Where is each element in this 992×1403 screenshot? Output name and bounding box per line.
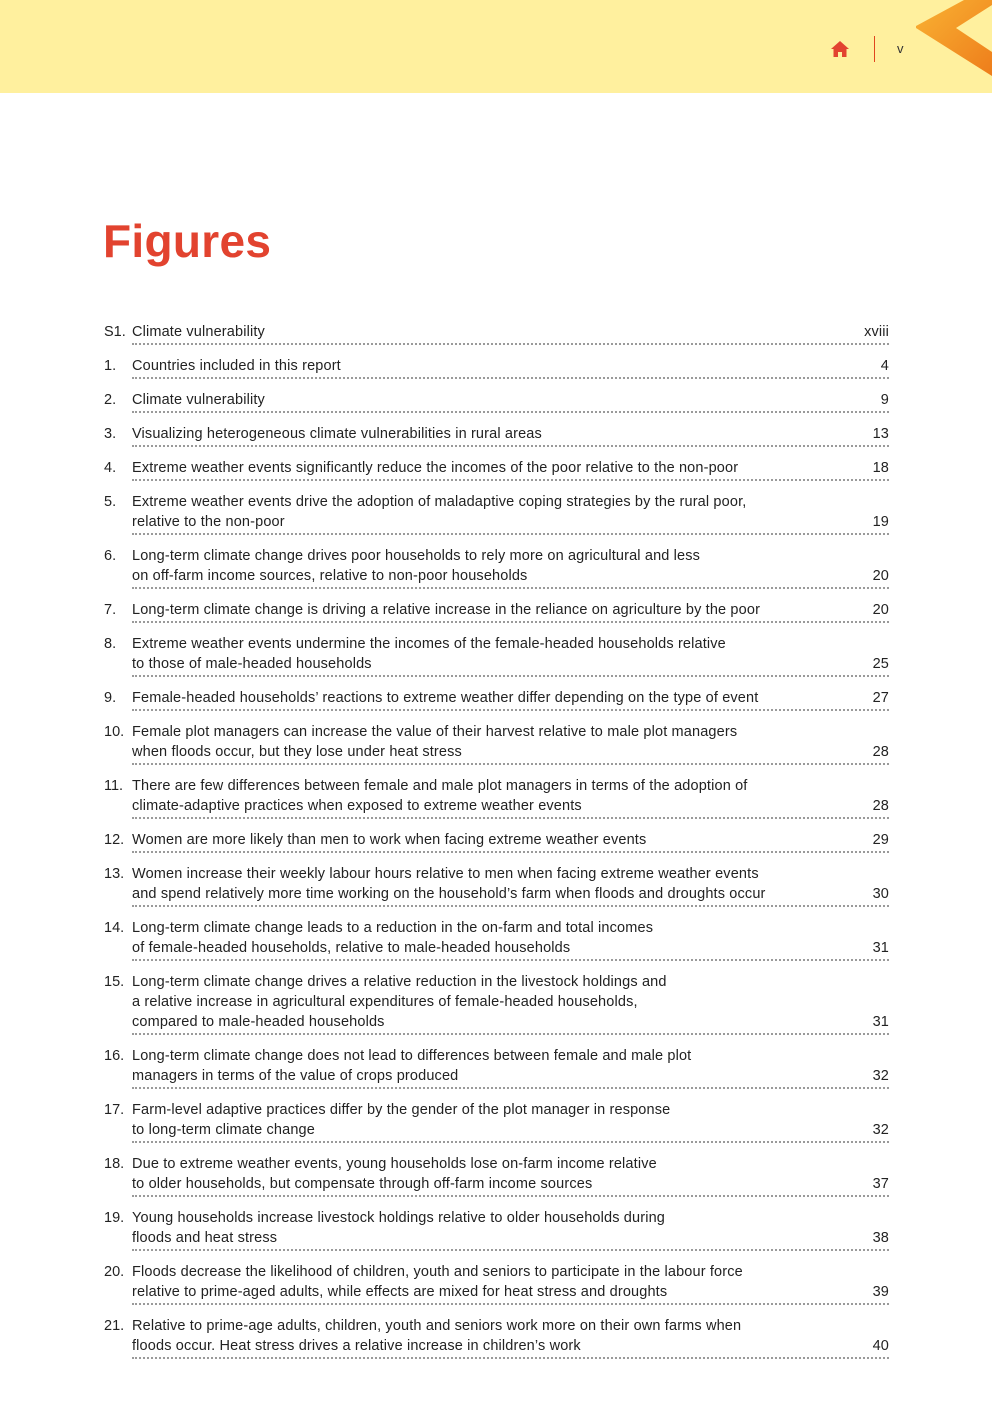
figure-title (132, 546, 865, 586)
figure-entry[interactable] (104, 688, 889, 711)
figure-title-line: Climate vulnerability (132, 392, 265, 408)
figure-title-line: to long-term climate change (132, 1122, 315, 1138)
figure-page-number: 28 (872, 798, 889, 814)
figure-title-line: Young households increase livestock holdings relative to older households during (132, 1210, 666, 1226)
figure-title (132, 776, 865, 816)
figure-title (132, 864, 865, 904)
figure-title-line: on off-farm income sources, relative to non-poor households (132, 568, 528, 584)
figure-page-number: 32 (872, 1068, 889, 1084)
figure-entry-body (132, 722, 889, 765)
figure-title (132, 634, 865, 674)
figure-entry-body (132, 356, 889, 379)
figure-title-line: Extreme weather events significantly reduce the incomes of the poor relative to the non-poor (132, 460, 739, 476)
figure-entry[interactable] (104, 322, 889, 345)
figure-page-number: 20 (872, 568, 889, 584)
figure-entry-body (132, 492, 889, 535)
figure-number: 5. (104, 494, 117, 510)
figure-entry-body (132, 600, 889, 623)
figure-title (132, 1208, 865, 1248)
figure-entry-body (132, 688, 889, 711)
home-icon[interactable] (830, 39, 850, 59)
figure-entry[interactable] (104, 424, 889, 447)
figure-title-line: floods occur. Heat stress drives a relative increase in children’s work (132, 1338, 581, 1354)
figure-title (132, 424, 865, 444)
figure-entry-body (132, 864, 889, 907)
figure-entry[interactable] (104, 1154, 889, 1197)
figure-number: 3. (104, 426, 117, 442)
figure-title (132, 1100, 865, 1140)
header-band (0, 0, 992, 93)
figure-title-line: relative to the non-poor (132, 514, 285, 530)
figure-entry[interactable] (104, 864, 889, 907)
figure-title-line: when floods occur, but they lose under heat stress (132, 744, 462, 760)
figure-entry[interactable] (104, 1100, 889, 1143)
figure-title (132, 322, 864, 342)
figure-title-line: compared to male-headed households (132, 1014, 385, 1030)
figure-number: 9. (104, 690, 117, 706)
figure-number: 12. (104, 832, 125, 848)
figure-entry[interactable] (104, 356, 889, 379)
figure-number: 13. (104, 866, 125, 882)
figure-number: 20. (104, 1264, 125, 1280)
figure-title-line: Long-term climate change does not lead to differences between female and male plot (132, 1048, 692, 1064)
figure-entry-body (132, 1316, 889, 1359)
figure-page-number: 30 (872, 886, 889, 902)
figure-title-line: Extreme weather events undermine the incomes of the female-headed households relative (132, 636, 726, 652)
figure-page-number: 28 (872, 744, 889, 760)
figure-entry[interactable] (104, 830, 889, 853)
figure-title-line: Long-term climate change drives a relative reduction in the livestock holdings and (132, 974, 667, 990)
figure-title-line: Visualizing heterogeneous climate vulnerabilities in rural areas (132, 426, 542, 442)
figure-title-line: Due to extreme weather events, young households lose on-farm income relative (132, 1156, 657, 1172)
figure-entry[interactable] (104, 634, 889, 677)
figure-number: 16. (104, 1048, 125, 1064)
figure-title-line: Farm-level adaptive practices differ by the gender of the plot manager in response (132, 1102, 671, 1118)
figure-number: 1. (104, 358, 117, 374)
figure-title-line: climate-adaptive practices when exposed to extreme weather events (132, 798, 582, 814)
figure-title-line: Long-term climate change leads to a reduction in the on-farm and total incomes (132, 920, 654, 936)
figure-entry-body (132, 972, 889, 1035)
figure-title-line: Women are more likely than men to work when facing extreme weather events (132, 832, 647, 848)
figure-title (132, 1316, 865, 1356)
figure-title (132, 972, 865, 1032)
figure-entry[interactable] (104, 1208, 889, 1251)
figure-entry-body (132, 776, 889, 819)
figure-entry-body (132, 1208, 889, 1251)
figure-title-line: Countries included in this report (132, 358, 341, 374)
figure-title-line: to those of male-headed households (132, 656, 372, 672)
figure-page-number: 20 (872, 602, 889, 618)
figure-entry[interactable] (104, 390, 889, 413)
figure-page-number: 31 (872, 940, 889, 956)
figure-number: 8. (104, 636, 117, 652)
figure-entry[interactable] (104, 918, 889, 961)
figure-title-line: managers in terms of the value of crops produced (132, 1068, 459, 1084)
figure-entry-body (132, 830, 889, 853)
figure-title (132, 918, 865, 958)
figure-entry-body (132, 390, 889, 413)
figure-number: 6. (104, 548, 117, 564)
figure-number: 21. (104, 1318, 125, 1334)
figure-title (132, 458, 865, 478)
figure-title (132, 600, 865, 620)
figure-page-number: 40 (872, 1338, 889, 1354)
figure-number: 10. (104, 724, 125, 740)
figure-title-line: Climate vulnerability (132, 324, 265, 340)
figure-page-number: 29 (872, 832, 889, 848)
figure-entry[interactable] (104, 776, 889, 819)
figure-page-number: 32 (872, 1122, 889, 1138)
figure-title (132, 722, 865, 762)
figure-entry[interactable] (104, 722, 889, 765)
figure-page-number: 4 (880, 358, 889, 374)
figure-entry[interactable] (104, 458, 889, 481)
figure-number: 19. (104, 1210, 125, 1226)
figure-title (132, 492, 865, 532)
figure-entry-body (132, 322, 889, 345)
figure-entry-body (132, 634, 889, 677)
figure-title-line: Women increase their weekly labour hours relative to men when facing extreme weather events (132, 866, 759, 882)
figure-page-number: 31 (872, 1014, 889, 1030)
figure-entry[interactable] (104, 972, 889, 1035)
figure-title-line: and spend relatively more time working on the household’s farm when floods and droughts occur (132, 886, 766, 902)
figure-title-line: of female-headed households, relative to male-headed households (132, 940, 571, 956)
figure-page-number: 27 (872, 690, 889, 706)
figure-page-number: 39 (872, 1284, 889, 1300)
figure-page-number: 18 (872, 460, 889, 476)
figure-page-number: 9 (880, 392, 889, 408)
figure-entry-body (132, 1154, 889, 1197)
figure-title-line: Female plot managers can increase the value of their harvest relative to male plot managers (132, 724, 738, 740)
figure-page-number: 25 (872, 656, 889, 672)
figure-title (132, 390, 865, 410)
figure-number: 11. (104, 778, 124, 794)
figure-entry[interactable] (104, 1262, 889, 1305)
figure-entry-body (132, 1046, 889, 1089)
figure-number: 17. (104, 1102, 125, 1118)
figure-title (132, 356, 865, 376)
figure-number: 2. (104, 392, 117, 408)
figure-entry[interactable] (104, 1316, 889, 1359)
figures-list (104, 322, 889, 1370)
figure-title-line: to older households, but compensate through off-farm income sources (132, 1176, 593, 1192)
figure-title-line: floods and heat stress (132, 1230, 278, 1246)
figure-entry-body (132, 424, 889, 447)
figure-entry[interactable] (104, 546, 889, 589)
figure-title-line: Relative to prime-age adults, children, youth and seniors work more on their own farms when (132, 1318, 742, 1334)
figure-number: 7. (104, 602, 117, 618)
figure-entry-body (132, 458, 889, 481)
figure-title (132, 1262, 865, 1302)
figure-page-number: 19 (872, 514, 889, 530)
figure-title-line: relative to prime-aged adults, while effects are mixed for heat stress and droughts (132, 1284, 668, 1300)
figure-entry-body (132, 546, 889, 589)
figure-page-number: 37 (872, 1176, 889, 1192)
figure-title-line: Female-headed households’ reactions to extreme weather differ depending on the type of event (132, 690, 759, 706)
figure-number: S1. (104, 324, 126, 340)
figure-title-line: Extreme weather events drive the adoption of maladaptive coping strategies by the rural poor, (132, 494, 747, 510)
figure-number: 15. (104, 974, 125, 990)
figure-title-line: Long-term climate change is driving a relative increase in the reliance on agriculture by the poor (132, 602, 761, 618)
page-number: v (897, 41, 904, 56)
figure-entry[interactable] (104, 1046, 889, 1089)
figure-number: 18. (104, 1156, 125, 1172)
figure-entry-body (132, 1262, 889, 1305)
figure-entry[interactable] (104, 600, 889, 623)
figure-title (132, 688, 865, 708)
figure-title-line: Long-term climate change drives poor households to rely more on agricultural and less (132, 548, 701, 564)
figure-title-line: There are few differences between female and male plot managers in terms of the adoption of (132, 778, 748, 794)
header-divider (874, 36, 875, 62)
figure-number: 14. (104, 920, 125, 936)
figure-entry-body (132, 918, 889, 961)
chevron-decoration (916, 0, 992, 93)
figure-title (132, 1154, 865, 1194)
figure-title (132, 830, 865, 850)
figure-page-number: 38 (872, 1230, 889, 1246)
figure-title-line: Floods decrease the likelihood of children, youth and seniors to participate in the labour force (132, 1264, 743, 1280)
figure-page-number: xviii (864, 324, 889, 340)
figure-entry-body (132, 1100, 889, 1143)
figure-page-number: 13 (872, 426, 889, 442)
figure-number: 4. (104, 460, 117, 476)
figure-entry[interactable] (104, 492, 889, 535)
figure-title (132, 1046, 865, 1086)
page-title: Figures (103, 215, 272, 267)
figure-title-line: a relative increase in agricultural expenditures of female-headed households, (132, 994, 638, 1010)
